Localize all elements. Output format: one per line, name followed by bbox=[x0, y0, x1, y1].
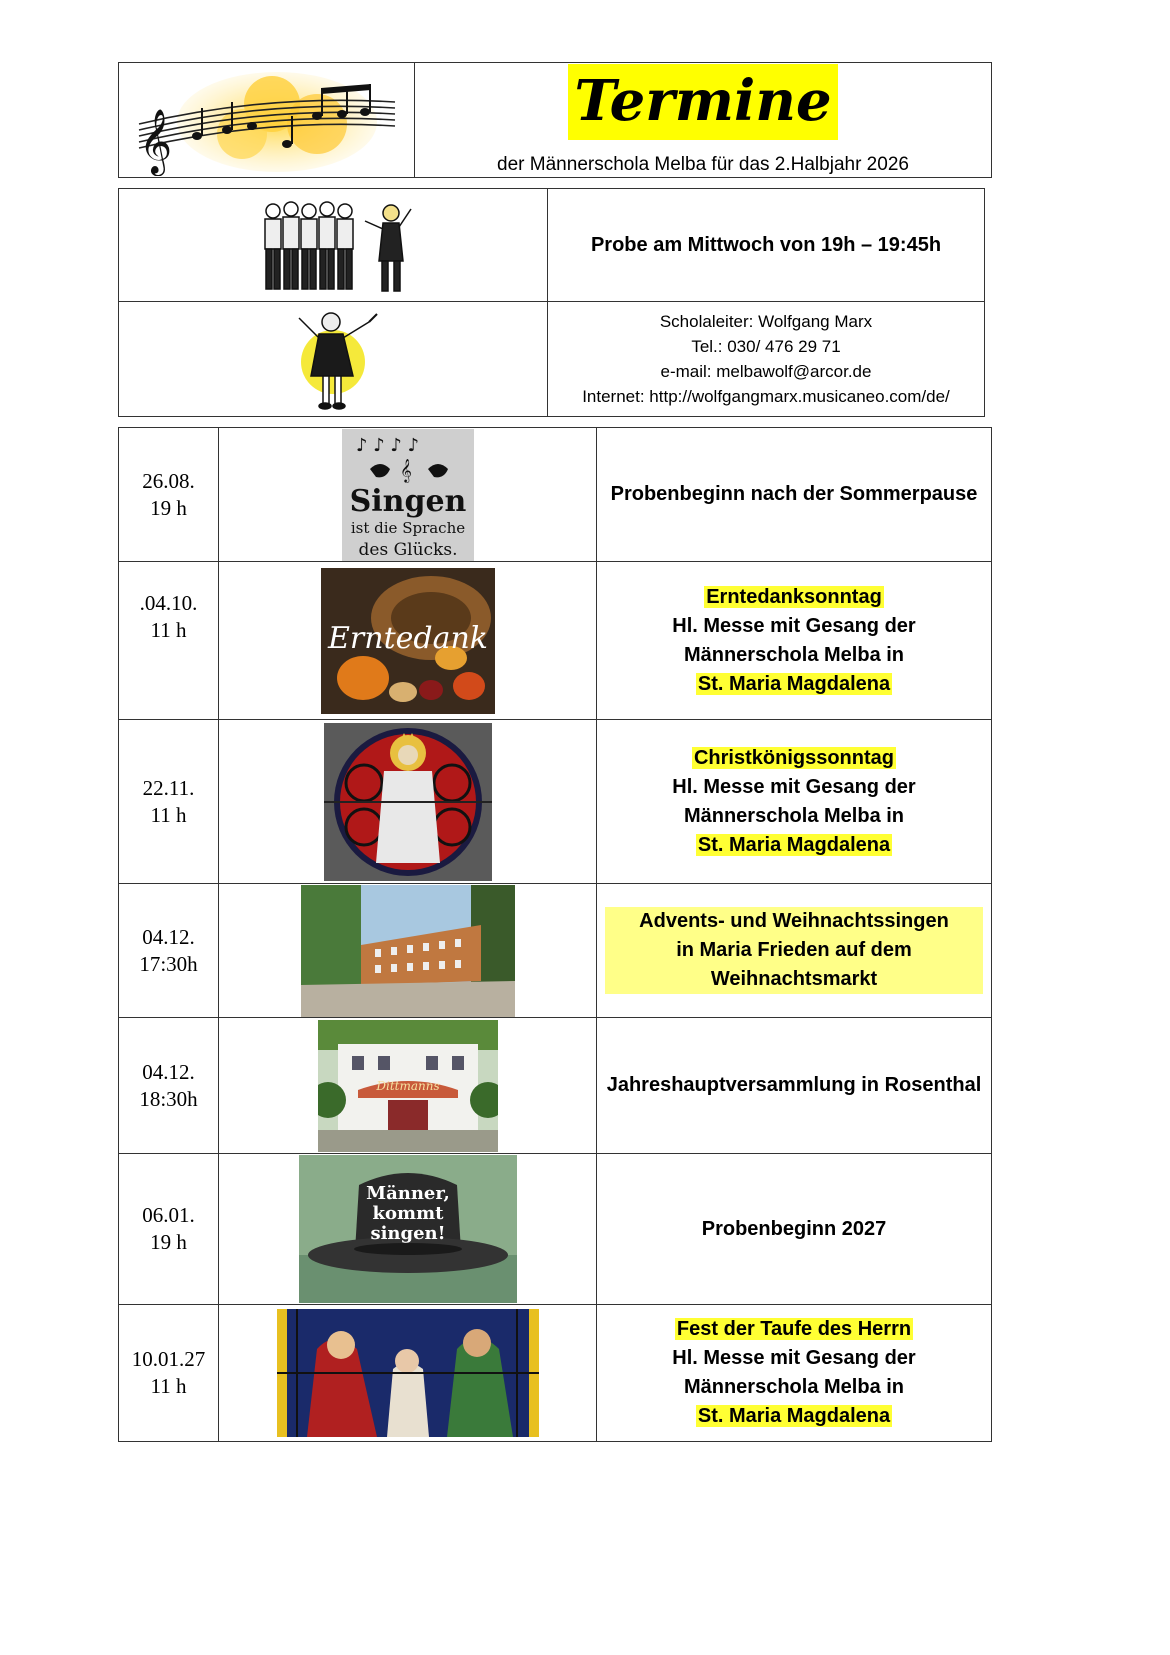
table-row bbox=[119, 1305, 992, 1442]
svg-text:♪ ♪ ♪ ♪: ♪ ♪ ♪ ♪ bbox=[355, 434, 419, 456]
event-line: in Maria Frieden auf dem bbox=[676, 939, 912, 961]
conductor-icon bbox=[283, 304, 383, 414]
event-location: St. Maria Magdalena bbox=[697, 1405, 891, 1427]
event-date: 26.08. bbox=[142, 468, 195, 493]
table-row bbox=[119, 720, 992, 884]
event-description-cell bbox=[597, 1305, 992, 1442]
contact-phone: Tel.: 030/ 476 29 71 bbox=[691, 337, 841, 356]
event-title: Probenbeginn nach der Sommerpause bbox=[610, 483, 978, 505]
hat-text-line3: singen! bbox=[369, 1223, 446, 1244]
dittmanns-text: Dittmanns bbox=[375, 1078, 440, 1093]
event-title: Erntedanksonntag bbox=[706, 585, 882, 608]
contact-email[interactable]: e-mail: melbawolf@arcor.de bbox=[660, 362, 872, 381]
event-image-cell bbox=[219, 1154, 597, 1305]
event-date-cell bbox=[119, 1154, 219, 1305]
event-description-cell bbox=[597, 1018, 992, 1154]
event-time: 11 h bbox=[150, 802, 187, 827]
event-time: 11 h bbox=[150, 1374, 187, 1398]
event-title: Advents- und Weihnachtssingen bbox=[639, 910, 949, 932]
contact-website[interactable]: Internet: http://wolfgangmarx.musicaneo.com/de/ bbox=[582, 387, 950, 406]
maria-frieden-building-image bbox=[301, 885, 515, 1017]
event-date: 04.12. bbox=[142, 1059, 195, 1084]
event-description-cell bbox=[597, 428, 992, 562]
event-description-cell bbox=[597, 720, 992, 884]
baptism-stained-glass-image bbox=[277, 1309, 539, 1437]
singen-text: Singen bbox=[349, 483, 466, 519]
singen-sign-image bbox=[342, 429, 474, 561]
event-image-cell bbox=[219, 1018, 597, 1154]
music-notes-logo-cell bbox=[119, 63, 415, 178]
erntedank-text: Erntedank bbox=[327, 620, 488, 656]
stained-glass-king-image bbox=[324, 723, 492, 881]
event-line: Weihnachtsmarkt bbox=[710, 968, 878, 990]
table-row bbox=[119, 428, 992, 562]
gluecks-text: des Glücks. bbox=[358, 539, 457, 560]
rehearsal-time: Probe am Mittwoch von 19h – 19:45h bbox=[590, 233, 942, 256]
event-line: Hl. Messe mit Gesang der bbox=[672, 1347, 916, 1369]
contact-leader: Scholaleiter: Wolfgang Marx bbox=[659, 312, 873, 331]
choir-image-cell bbox=[119, 189, 548, 302]
event-date-cell bbox=[119, 428, 219, 562]
event-title: Probenbeginn 2027 bbox=[701, 1217, 887, 1240]
header-table bbox=[118, 62, 992, 178]
event-image-cell bbox=[219, 428, 597, 562]
table-row bbox=[119, 1154, 992, 1305]
event-image-cell bbox=[219, 1305, 597, 1442]
event-description-cell bbox=[597, 1154, 992, 1305]
choir-singers-icon bbox=[253, 191, 413, 299]
event-line: Männerschola Melba in bbox=[683, 643, 905, 666]
events-table bbox=[118, 427, 992, 1442]
event-line: Hl. Messe mit Gesang der bbox=[672, 614, 916, 637]
page-subtitle: der Männerschola Melba für das 2.Halbjahr 2026 bbox=[497, 154, 909, 175]
event-location: St. Maria Magdalena bbox=[697, 833, 891, 856]
title-cell bbox=[415, 63, 992, 178]
table-row bbox=[119, 1018, 992, 1154]
event-time: 19 h bbox=[150, 1230, 187, 1254]
event-date-cell bbox=[119, 1018, 219, 1154]
event-date: 10.01.27 bbox=[131, 1347, 206, 1371]
event-date: 22.11. bbox=[142, 775, 195, 800]
info-table bbox=[118, 188, 985, 417]
event-time: 19 h bbox=[150, 495, 187, 520]
event-date-cell bbox=[119, 1305, 219, 1442]
music-notes-icon bbox=[127, 64, 407, 176]
table-row bbox=[119, 562, 992, 720]
restaurant-building-image bbox=[318, 1020, 498, 1152]
event-date: 06.01. bbox=[142, 1203, 195, 1227]
svg-text:𝄞: 𝄞 bbox=[138, 109, 172, 174]
hat-poster-image bbox=[299, 1155, 517, 1303]
event-date: .04.10. bbox=[139, 591, 198, 615]
event-date-cell bbox=[119, 884, 219, 1018]
event-description-cell bbox=[597, 884, 992, 1018]
svg-text:𝄞: 𝄞 bbox=[399, 457, 412, 482]
conductor-image-cell bbox=[119, 302, 548, 417]
page-title: Termine bbox=[568, 64, 837, 140]
event-time: 11 h bbox=[150, 618, 187, 642]
event-line: Hl. Messe mit Gesang der bbox=[672, 775, 916, 798]
event-image-cell bbox=[219, 884, 597, 1018]
sprache-text: ist die Sprache bbox=[350, 518, 465, 537]
event-highlight-box bbox=[605, 907, 983, 994]
event-time: 17:30h bbox=[139, 951, 198, 976]
hat-text-line1: Männer, bbox=[365, 1183, 450, 1204]
event-image-cell bbox=[219, 720, 597, 884]
event-date: 04.12. bbox=[142, 924, 195, 949]
erntedank-image bbox=[321, 568, 495, 714]
event-date-cell bbox=[119, 720, 219, 884]
event-title: Christkönigssonntag bbox=[693, 746, 894, 769]
event-line: Männerschola Melba in bbox=[683, 1376, 905, 1398]
rehearsal-cell bbox=[548, 189, 985, 302]
event-title: Jahreshauptversammlung in Rosenthal bbox=[606, 1074, 982, 1096]
hat-text-line2: kommt bbox=[372, 1203, 443, 1224]
event-date-cell bbox=[119, 562, 219, 720]
contact-cell bbox=[548, 302, 985, 417]
event-title: Fest der Taufe des Herrn bbox=[676, 1318, 912, 1340]
event-location: St. Maria Magdalena bbox=[697, 672, 891, 695]
event-line: Männerschola Melba in bbox=[683, 804, 905, 827]
event-image-cell bbox=[219, 562, 597, 720]
event-time: 18:30h bbox=[139, 1086, 198, 1111]
event-description-cell bbox=[597, 562, 992, 720]
table-row bbox=[119, 884, 992, 1018]
